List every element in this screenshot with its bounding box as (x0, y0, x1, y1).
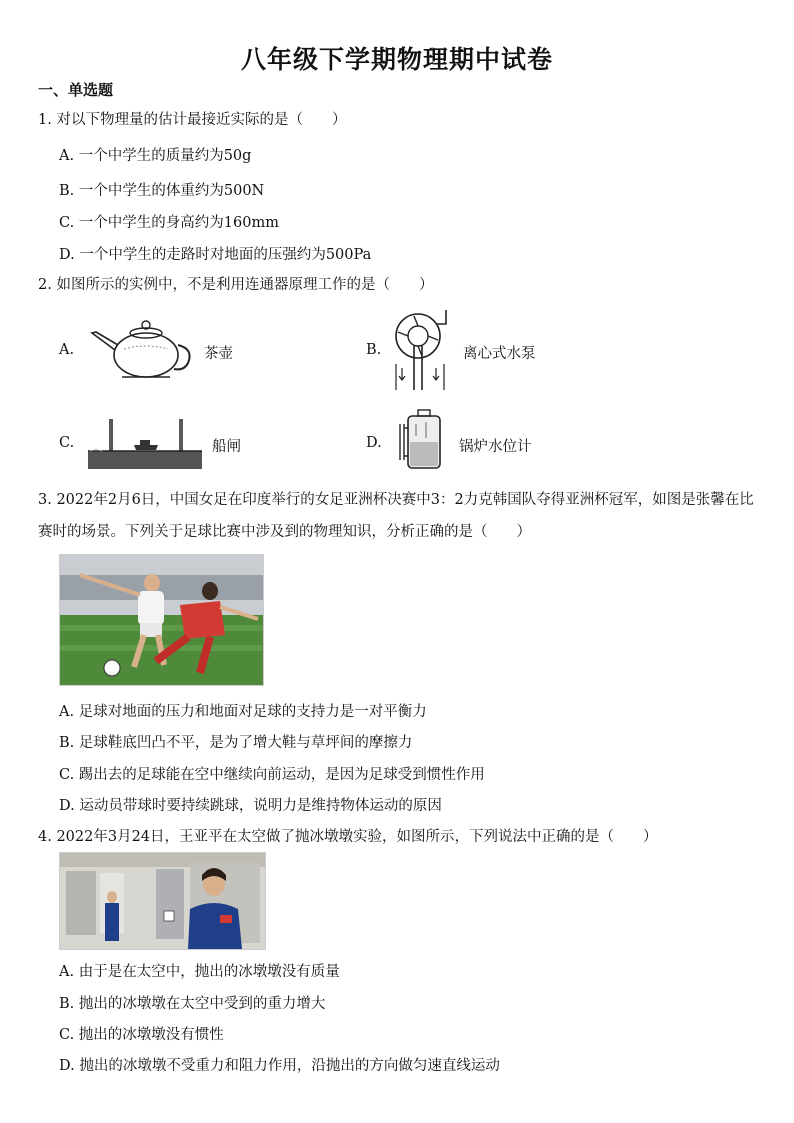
soccer-match-photo (59, 554, 264, 686)
question-1-option-b: B. 一个中学生的体重约为500N (59, 183, 265, 199)
question-4-option-c: C. 抛出的冰墩墩没有惯性 (59, 1027, 224, 1043)
question-3-option-d: D. 运动员带球时要持续跳球，说明力是维持物体运动的原因 (59, 798, 442, 814)
question-2-stem: 2. 如图所示的实例中，不是利用连通器原理工作的是（ ） (38, 277, 434, 293)
centrifugal-pump-icon (392, 306, 454, 392)
question-1-option-a: A. 一个中学生的质量约为50g (59, 148, 252, 164)
question-4-option-a: A. 由于是在太空中，抛出的冰墩墩没有质量 (59, 964, 340, 980)
figure-b-letter: B. (366, 342, 382, 358)
figure-b-caption: 离心式水泵 (463, 346, 536, 362)
question-1-option-d: D. 一个中学生的走路时对地面的压强约为500Pa (59, 247, 372, 263)
question-3-option-a: A. 足球对地面的压力和地面对足球的支持力是一对平衡力 (59, 704, 427, 720)
ship-lock-icon (86, 415, 204, 471)
question-1-stem: 1. 对以下物理量的估计最接近实际的是（ ） (38, 112, 347, 128)
teapot-icon (88, 315, 196, 383)
question-3-stem: 3. 2022年2月6日，中国女足在印度举行的女足亚洲杯决赛中3：2力克韩国队夺得亚洲杯冠军，如图是张馨在比赛时的场景。下列关于足球比赛中涉及到的物理知识，分析正确的是（ ） (38, 492, 754, 540)
question-4-option-d: D. 抛出的冰墩墩不受重力和阻力作用，沿抛出的方向做匀速直线运动 (59, 1058, 500, 1074)
page-title: 八年级下学期物理期中试卷 (240, 45, 553, 74)
question-3-option-b: B. 足球鞋底凹凸不平，是为了增大鞋与草坪间的摩擦力 (59, 735, 413, 751)
question-4-stem: 4. 2022年3月24日，王亚平在太空做了抛冰墩墩实验，如图所示，下列说法中正确的是（ ） (38, 829, 658, 845)
figure-a-caption: 茶壶 (204, 346, 233, 362)
section-heading: 一、单选题 (38, 81, 114, 99)
space-station-photo (59, 852, 266, 950)
figure-c-letter: C. (59, 435, 75, 451)
figure-d-letter: D. (366, 435, 382, 451)
boiler-gauge-icon (396, 408, 450, 472)
figure-a-letter: A. (59, 342, 75, 358)
question-3-option-c: C. 踢出去的足球能在空中继续向前运动，是因为足球受到惯性作用 (59, 767, 485, 783)
figure-c-caption: 船闸 (212, 439, 241, 455)
figure-d-caption: 锅炉水位计 (459, 439, 532, 455)
question-1-option-c: C. 一个中学生的身高约为160mm (59, 215, 279, 231)
question-4-option-b: B. 抛出的冰墩墩在太空中受到的重力增大 (59, 996, 326, 1012)
